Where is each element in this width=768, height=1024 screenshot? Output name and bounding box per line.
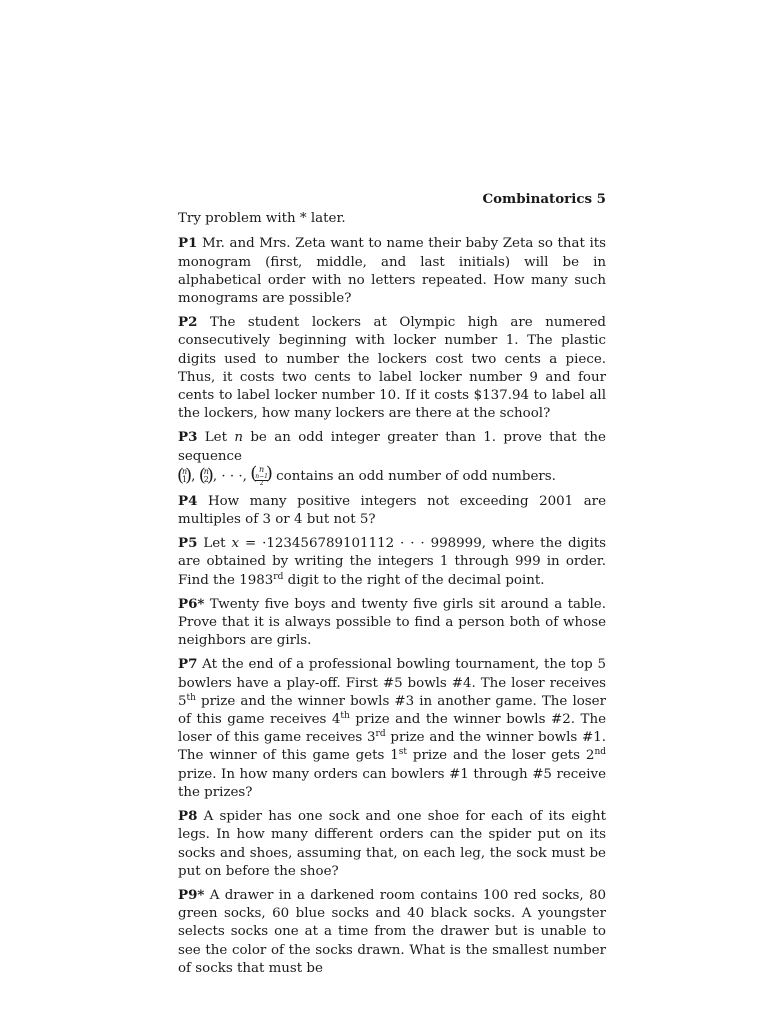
math-variable: x — [231, 536, 240, 552]
ordinal-suffix: rd — [375, 729, 386, 740]
problem-text: Let — [204, 430, 235, 446]
separator: , — [242, 468, 247, 484]
problem-p6 — [178, 595, 606, 651]
problem-label: P8 — [178, 808, 198, 825]
problem-p4 — [178, 492, 606, 529]
fraction: $\frac{n-1}{2}$ — [255, 472, 268, 487]
separator: , — [191, 468, 196, 484]
page-title: Combinatorics 5 — [482, 191, 606, 207]
problem-label: P2 — [178, 314, 198, 331]
problem-p9 — [178, 886, 606, 978]
document-page — [178, 190, 606, 983]
problem-label: P6* — [178, 595, 205, 612]
problem-label: P7 — [178, 656, 198, 673]
ellipsis: · · · — [221, 468, 243, 484]
problem-text: prize and the winner bowls #2. The loser of this game receives 3 — [178, 712, 606, 746]
problem-text: prize. In how many orders can bowlers #1 through #5 receive the prizes? — [178, 766, 606, 800]
ordinal-suffix: st — [398, 747, 407, 758]
problem-text: The student lockers at Olympic high are numered consecutively beginning with locker number 1. The plastic digits used to number the lockers cost two cents a piece. Thus, it costs two cents to label locker number 9 and four cents to label locker number 10. If it costs $137.94 to label all the lockers, how many lockers are there at the school? — [178, 315, 606, 422]
problem-text: Mr. and Mrs. Zeta want to name their baby Zeta so that its monogram (first, middle, and last initials) will be in alphabetical order with no letters repeated. How many such monograms are possible? — [178, 236, 606, 307]
problem-p1 — [178, 234, 606, 308]
ordinal-suffix: rd — [273, 571, 284, 582]
math-variable: n — [234, 430, 243, 446]
problem-label: P1 — [178, 235, 198, 252]
problem-p3 — [178, 428, 606, 486]
problem-text: contains an odd number of odd numbers. — [271, 468, 556, 484]
problem-text: A drawer in a darkened room contains 100 red socks, 80 green socks, 60 blue socks and 40 black socks. A youngster selects socks one at a time from the drawer but is unable to see the color of the socks drawn. What is the smallest number of socks that must be — [178, 887, 606, 976]
problem-text: be an odd integer greater than 1. prove that the sequence — [178, 430, 606, 464]
problem-text: prize and the loser gets 2 — [406, 748, 595, 764]
ordinal-suffix: th — [186, 692, 196, 703]
problem-text: = ·123456789101112 · · · 998999, where the digits are obtained by writing the integers 1 through 999 in order. Find the 1983 — [178, 536, 606, 588]
problem-text: digit to the right of the decimal point. — [283, 572, 545, 588]
problem-text: At the end of a professional bowling tournament, the top 5 bowlers have a play-off. First #5 bowls #4. The loser receives 5 — [178, 657, 606, 709]
problem-text: prize and the winner bowls #1. The winner of this game gets 1 — [178, 730, 607, 764]
problem-text: Twenty five boys and twenty five girls sit around a table. Prove that it is always possible to find a person both of whose neighbors are girls. — [178, 596, 606, 649]
problem-text: A spider has one sock and one shoe for each of its eight legs. In how many different orders can the spider put on its socks and shoes, assuming that, on each leg, the sock must be put on before the shoe? — [178, 809, 606, 879]
problem-label: P5 — [178, 535, 198, 552]
problem-label: P3 — [178, 429, 198, 446]
binomial-n-1: ( n 1 ) — [178, 468, 191, 484]
problem-p2 — [178, 313, 606, 423]
problem-label: P4 — [178, 492, 198, 509]
binomial-n-half: ( n $\frac{n-1}{2}$ ) — [251, 466, 272, 487]
problem-text: How many positive integers not exceeding 2001 are multiples of 3 or 4 but not 5? — [178, 493, 606, 528]
intro-note: Try problem with * later. — [178, 211, 346, 227]
problem-text: Let — [203, 536, 232, 552]
problem-p5 — [178, 534, 606, 590]
problem-p8 — [178, 807, 606, 881]
ordinal-suffix: nd — [594, 747, 606, 758]
ordinal-suffix: th — [340, 711, 350, 722]
problem-label: P9* — [178, 886, 205, 903]
binomial-n-2: ( n 2 ) — [200, 468, 213, 484]
problem-text: prize and the winner bowls #3 in another game. The loser of this game receives 4 — [178, 693, 606, 728]
separator: , — [212, 468, 218, 484]
problem-p7 — [178, 655, 606, 802]
